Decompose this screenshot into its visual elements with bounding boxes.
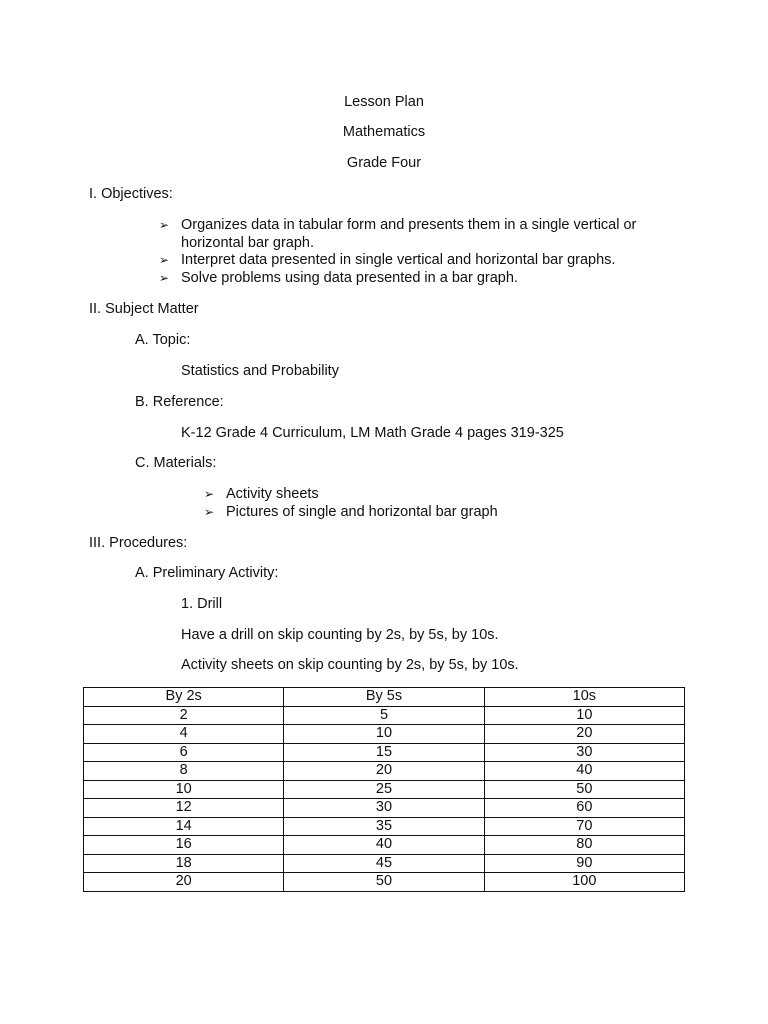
- table-row: [84, 725, 685, 744]
- table-row: [84, 836, 685, 855]
- arrow-bullet-icon: ➢: [159, 253, 170, 267]
- material-item: Pictures of single and horizontal bar graph: [226, 503, 498, 520]
- table-cell: 2: [84, 706, 284, 725]
- objective-line: Interpret data presented in single vertical and horizontal bar graphs.: [181, 252, 616, 268]
- preliminary-activity-label: A. Preliminary Activity:: [135, 565, 279, 581]
- table-row: [84, 799, 685, 818]
- table-cell: 30: [284, 799, 484, 818]
- table-cell: 5: [284, 706, 484, 725]
- column-header: 10s: [484, 688, 684, 707]
- table-cell: 16: [84, 836, 284, 855]
- material-item: Activity sheets: [226, 486, 319, 502]
- subject-matter-heading: II. Subject Matter: [89, 301, 199, 317]
- drill-label: 1. Drill: [181, 596, 223, 612]
- table-row: [84, 762, 685, 781]
- arrow-bullet-icon: ➢: [204, 504, 215, 519]
- table-cell: 60: [484, 799, 684, 818]
- topic-label: A. Topic:: [135, 332, 191, 348]
- table-cell: 10: [484, 706, 684, 725]
- arrow-bullet-icon: ➢: [204, 487, 215, 501]
- list-item: [159, 252, 636, 270]
- reference-label: B. Reference:: [135, 394, 224, 410]
- topic-value: Statistics and Probability: [181, 363, 339, 379]
- table-cell: 30: [484, 743, 684, 762]
- table-cell: 14: [84, 817, 284, 836]
- table-cell: 20: [484, 725, 684, 744]
- table-cell: 20: [284, 762, 484, 781]
- table-cell: 18: [84, 854, 284, 873]
- table-cell: 90: [484, 854, 684, 873]
- table-cell: 6: [84, 743, 284, 762]
- table-cell: 50: [484, 780, 684, 799]
- arrow-bullet-icon: ➢: [159, 218, 170, 232]
- list-item: [204, 486, 498, 504]
- table-row: [84, 817, 685, 836]
- list-item: [204, 504, 498, 522]
- materials-label: C. Materials:: [135, 455, 217, 471]
- objective-line: Solve problems using data presented in a bar graph.: [181, 269, 518, 286]
- table-row: [84, 780, 685, 799]
- list-item: [159, 270, 636, 288]
- objective-line: Organizes data in tabular form and presents them in a single vertical or: [181, 217, 637, 233]
- subject-title: Mathematics: [342, 124, 426, 140]
- table-cell: 80: [484, 836, 684, 855]
- table-cell: 50: [284, 873, 484, 892]
- drill-text: Have a drill on skip counting by 2s, by 5s, by 10s.: [181, 627, 499, 643]
- table-cell: 12: [84, 799, 284, 818]
- table-cell: 20: [84, 873, 284, 892]
- table-cell: 40: [484, 762, 684, 781]
- objectives-heading: I. Objectives:: [89, 186, 173, 202]
- procedures-heading: III. Procedures:: [89, 535, 188, 551]
- list-item: [159, 217, 636, 252]
- activity-sheet-text: Activity sheets on skip counting by 2s, by 5s, by 10s.: [181, 657, 519, 673]
- table-cell: 40: [284, 836, 484, 855]
- table-header-row: [84, 688, 685, 707]
- table-row: [84, 706, 685, 725]
- objectives-list: [159, 217, 636, 287]
- column-header: By 5s: [284, 688, 484, 707]
- table-cell: 15: [284, 743, 484, 762]
- table-cell: 10: [284, 725, 484, 744]
- table-cell: 4: [84, 725, 284, 744]
- table-cell: 10: [84, 780, 284, 799]
- page-title: Lesson Plan: [344, 94, 424, 110]
- table-cell: 100: [484, 873, 684, 892]
- materials-list: [204, 486, 498, 521]
- table-row: [84, 873, 685, 892]
- table-cell: 45: [284, 854, 484, 873]
- table-row: [84, 854, 685, 873]
- arrow-bullet-icon: ➢: [159, 270, 170, 285]
- skip-counting-table: [83, 687, 685, 892]
- table-cell: 35: [284, 817, 484, 836]
- objective-line: horizontal bar graph.: [181, 234, 314, 251]
- grade-title: Grade Four: [346, 155, 422, 171]
- table-cell: 70: [484, 817, 684, 836]
- table-row: [84, 743, 685, 762]
- reference-value: K-12 Grade 4 Curriculum, LM Math Grade 4 pages 319-325: [181, 425, 564, 441]
- table-cell: 25: [284, 780, 484, 799]
- table-cell: 8: [84, 762, 284, 781]
- column-header: By 2s: [84, 688, 284, 707]
